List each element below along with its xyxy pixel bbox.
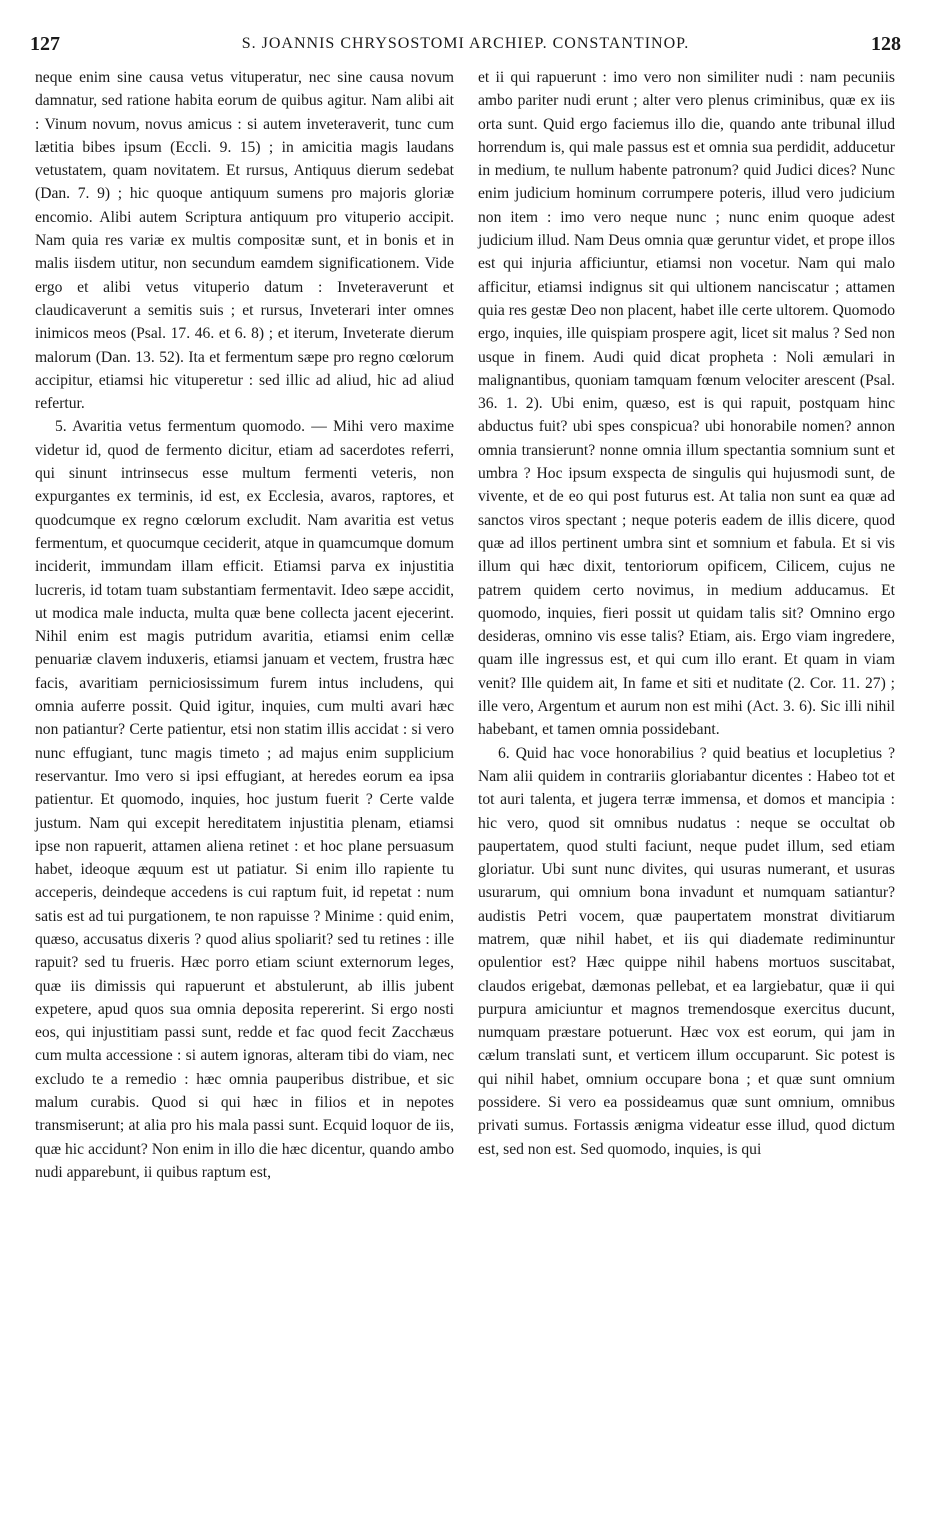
paragraph: 6. Quid hac voce honorabilius ? quid beatius et locupletius ? Nam alii quidem in contrariis gloriabantur dicentes : Habeo tot et tot auri talenta, et jugera terræ immensa, et domos et mancipia : hic vero, quod sit omnibus nudatus : neque se occultat ob paupertatem, quod stulti faciunt, neque pudet illum, sed etiam gloriatur. Ubi sunt nunc divites, qui usuras numerant, et usuras usurarum, qui omnium bona invadunt et numquam satiantur? audistis Petri vocem, quæ paupertatem monstrat divitiarum matrem, quæ nihil habet, et iis qui diademate rediminuntur opulentior est? Hæc quippe nihil habens mortuos suscitabat, claudos erigebat, dæmonas pellebat, et ea largiebatur, quæ ii qui purpura amiciuntur et magnos tremendosque exercitus ducunt, numquam præstare potuerunt. Hæc vox est eorum, qui jam in cælum translati sunt, et verticem illum occuparunt. Sic potest is qui nihil habet, omnium occupare bona ; et quæ sunt omnium possidere. Si vero ea possideamus quæ sunt omnium, omnibus privati sumus. Fortassis ænigma videatur esse illud, quod dictum est, sed non est. Sed quomodo, inquies, is qui: [478, 744, 895, 1158]
paragraph: 5. Avaritia vetus fermentum quomodo. — Mihi vero maxime videtur id, quod de fermento dicitur, etiam ad sacerdotes referri, qui sinunt intrinsecus esse multum fermenti veteris, non expurgantes ex terminis, id est, ex Ecclesia, avaros, raptores, et quodcumque ex regno cœlorum excludit. Nam avaritia est vetus fermentum, et quocumque ceciderit, atque in quamcumque domum inciderit, immundam illam efficit. Etiamsi parva ex injustitia lucreris, id totam tuam substantiam fermentavit. Ideo sæpe accidit, ut modica male inducta, multa quæ bene collecta jacent ejecerint. Nihil enim est magis putridum avaritia, etiamsi enim cellæ penuariæ clavem induxeris, etiamsi januam et vectem, frustra hæc facis, avaritiam perniciosissimum furem intus includens, qui omnia auferre possit. Quid igitur, inquies, cum multi avari hæc non patiantur? Certe patientur, etsi non statim illis accidat : si vero nunc effugiant, tunc magis timeto ; ad majus enim supplicium reservantur. Imo vero si ipsi effugiant, at heredes eorum ea ipsa patientur. Et quomodo, inquies, hoc justum fuerit ? Certe valde justum. Nam qui excepit hereditatem injustitia plenam, etiamsi ipse non rapuerit, attamen aliena retinet : et hoc plane persuasum habet, ideoque æquum est ut patiatur. Si enim illo rapiente tu acceperis, deindeque accedens is cui raptum fuit, id repetat : num satis est ad tui purgationem, te non rapuisse ? Minime : quid enim, quæso, accusatus dixeris ? quod alius spoliarit? sed tu retines : ille rapuit? sed tu frueris. Hæc porro etiam sciunt externorum leges, quæ iis dimissis qui rapuerunt et abstulerunt, ab illis jubent expetere, apud quos sua omnia deposita repererint. Si ergo nosti eos, qui injustitiam passi sunt, redde et fac quod fecit Zacchæus cum multa accessione : si autem ignoras, alteram tibi do viam, nec excludo te a remedio : hæc omnia pauperibus distribue, et sic malum curabis. Quod si qui hæc in filios et in nepotes transmiserunt; at alia pro his mala passi sunt. Ecquid loquor de iis, quæ hic accidunt? Non enim in illo die hæc dicentur, quando ambo nudi apparebunt, ii quibus raptum est,: [35, 418, 454, 1181]
running-header: [30, 33, 901, 59]
page-number-left: 127: [30, 33, 60, 55]
left-column: [35, 66, 454, 1184]
right-column: [478, 66, 895, 1161]
paragraph: et ii qui rapuerunt : imo vero non similiter nudi : nam pecuniis ambo pariter nudi erunt ; alter vero plenus criminibus, quæ ex iis orta sunt. Quid ergo faciemus illo die, quando ante tribunal illud horrendum is, qui male passus est et omnia sua perdidit, adducetur in medium, te nullum habente patronum? quid Judici dices? Nunc enim judicium hominum corrumpere poteris, illud vero judicium non item : imo vero neque nunc ; nunc enim quoque adest judicium illud. Nam Deus omnia quæ geruntur videt, et prope illos est qui injuria afficiuntur, etiamsi non vocetur. Nam qui malo afficitur, etiamsi indignus sit qui ultionem nanciscatur ; attamen quia res gestæ Deo non placent, habet ille certe ultorem. Quomodo ergo, inquies, ille quispiam prospere agit, licet sit malus ? Sed non usque in finem. Audi quid dicat propheta : Noli æmulari in malignantibus, quoniam tamquam fœnum velociter arescent (Psal. 36. 1. 2). Ubi enim, quæso, est is qui rapuit, postquam hinc abductus fuit? ubi spes conspicua? ubi honorabile nomen? annon omnia transierunt? nonne omnia illum spectantia somnium sunt et umbra ? Hoc ipsum exspecta de singulis qui hujusmodi sunt, de vivente, et de eo qui post futurus est. At talia non sunt ea quæ ad sanctos viros spectant ; neque poteris eadem de illis dicere, quod quæ ad illos pertinent umbra sint et somnium et fabula. Et si vis illum qui hæc dixit, tentoriorum opificem, Cilicem, cujus ne patrem quidem certo novimus, in medium adducamus. Et quomodo, inquies, fieri possit ut quidam talis sit? Omnino ergo desideras, omnino vis esse talis? Etiam, ais. Ergo viam ingredere, quam ille ingressus est, et qui cum illo erant. Et quam in viam venit? Ille quidem ait, In fame et siti et nuditate (2. Cor. 11. 27) ; ille vero, Argentum et aurum non est mihi (Act. 3. 6). Sic illi nihil habebant, et tamen omnia possidebant.: [478, 69, 895, 739]
page-number-right: 128: [871, 33, 901, 55]
paragraph: neque enim sine causa vetus vituperatur, nec sine causa novum damnatur, sed ratione habita eorum de quibus agitur. Nam alibi ait : Vinum novum, novus amicus : si autem inveteraverit, tunc cum lætitia bibes ipsum (Eccli. 9. 15) ; in amicitia magis laudans vetustatem, quam novitatem. Et rursus, Antiquus dierum sedebat (Dan. 7. 9) ; hic quoque antiquum sumens pro majoris gloriæ encomio. Alibi autem Scriptura antiquum pro vituperio accipit. Nam quia res variæ ex multis compositæ sunt, et in bonis et in malis iisdem utitur, non secundum eamdem significationem. Vide ergo et alibi vetus vituperio datum : Inveteraverunt et claudicaverunt a semitis suis ; et rursus, Inveterari inter omnes inimicos meos (Psal. 17. 46. et 6. 8) ; et iterum, Inveterate dierum malorum (Dan. 13. 52). Ita et fermentum sæpe pro regno cœlorum accipitur, etiamsi hic vituperetur : sed illic ad aliud, hic ad aliud refertur.: [35, 69, 454, 413]
running-title: S. JOANNIS CHRYSOSTOMI ARCHIEP. CONSTANTINOP.: [241, 35, 690, 52]
